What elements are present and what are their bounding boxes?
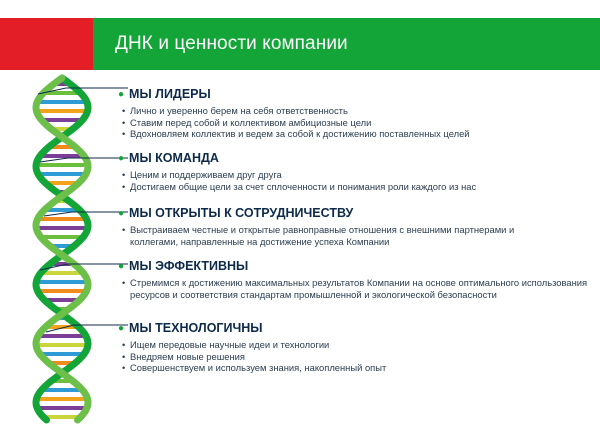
page-title: ДНК и ценности компании [115, 33, 348, 54]
section-title [118, 205, 548, 221]
section-items [118, 224, 548, 247]
section-title-text: МЫ ЛИДЕРЫ [129, 87, 211, 101]
section-title [118, 150, 588, 166]
list-item: • Лично и уверенно берем на себя ответственность [118, 105, 588, 117]
section-items [118, 169, 588, 192]
section-items [118, 277, 588, 300]
section-title-text: МЫ ТЕХНОЛОГИЧНЫ [129, 321, 263, 335]
header-banner [0, 0, 600, 70]
section-effective [118, 258, 588, 300]
bullet-icon: ● [118, 260, 125, 272]
list-item: • Ценим и поддерживаем друг друга [118, 169, 588, 181]
section-title [118, 320, 588, 336]
section-leaders [118, 86, 588, 140]
list-item: • Внедряем новые решения [118, 351, 588, 363]
list-item: • Вдохновляем коллектив и ведем за собой к достижению поставленных целей [118, 128, 588, 140]
bullet-icon: ● [118, 88, 125, 100]
list-item: • Выстраиваем честные и открытые равноправные отношения с внешними партнерами и коллегами, направленные на достижение успеха Компании [118, 224, 548, 247]
section-title [118, 86, 588, 102]
section-title-text: МЫ КОМАНДА [129, 151, 219, 165]
list-item: • Ставим перед собой и коллективом амбициозные цели [118, 117, 588, 129]
list-item: • Достигаем общие цели за счет сплоченности и понимания роли каждого из нас [118, 181, 588, 193]
list-item: • Стремимся к достижению максимальных результатов Компании на основе оптимального использования ресурсов и соответствия стандартам промышленной и экологической безопасности [118, 277, 588, 300]
bullet-icon: ● [118, 207, 125, 219]
section-items [118, 105, 588, 140]
bullet-icon: ● [118, 322, 125, 334]
dna-helix-illustration [0, 70, 130, 425]
section-title-text: МЫ ОТКРЫТЫ К СОТРУДНИЧЕСТВУ [129, 206, 354, 220]
section-team [118, 150, 588, 192]
section-items [118, 339, 588, 374]
section-open-to-cooperation [118, 205, 548, 247]
section-title [118, 258, 588, 274]
list-item: • Ищем передовые научные идеи и технологии [118, 339, 588, 351]
bullet-icon: ● [118, 152, 125, 164]
red-accent-block [0, 18, 93, 70]
section-title-text: МЫ ЭФФЕКТИВНЫ [129, 259, 249, 273]
section-technological [118, 320, 588, 374]
list-item: • Совершенствуем и используем знания, накопленный опыт [118, 362, 588, 374]
